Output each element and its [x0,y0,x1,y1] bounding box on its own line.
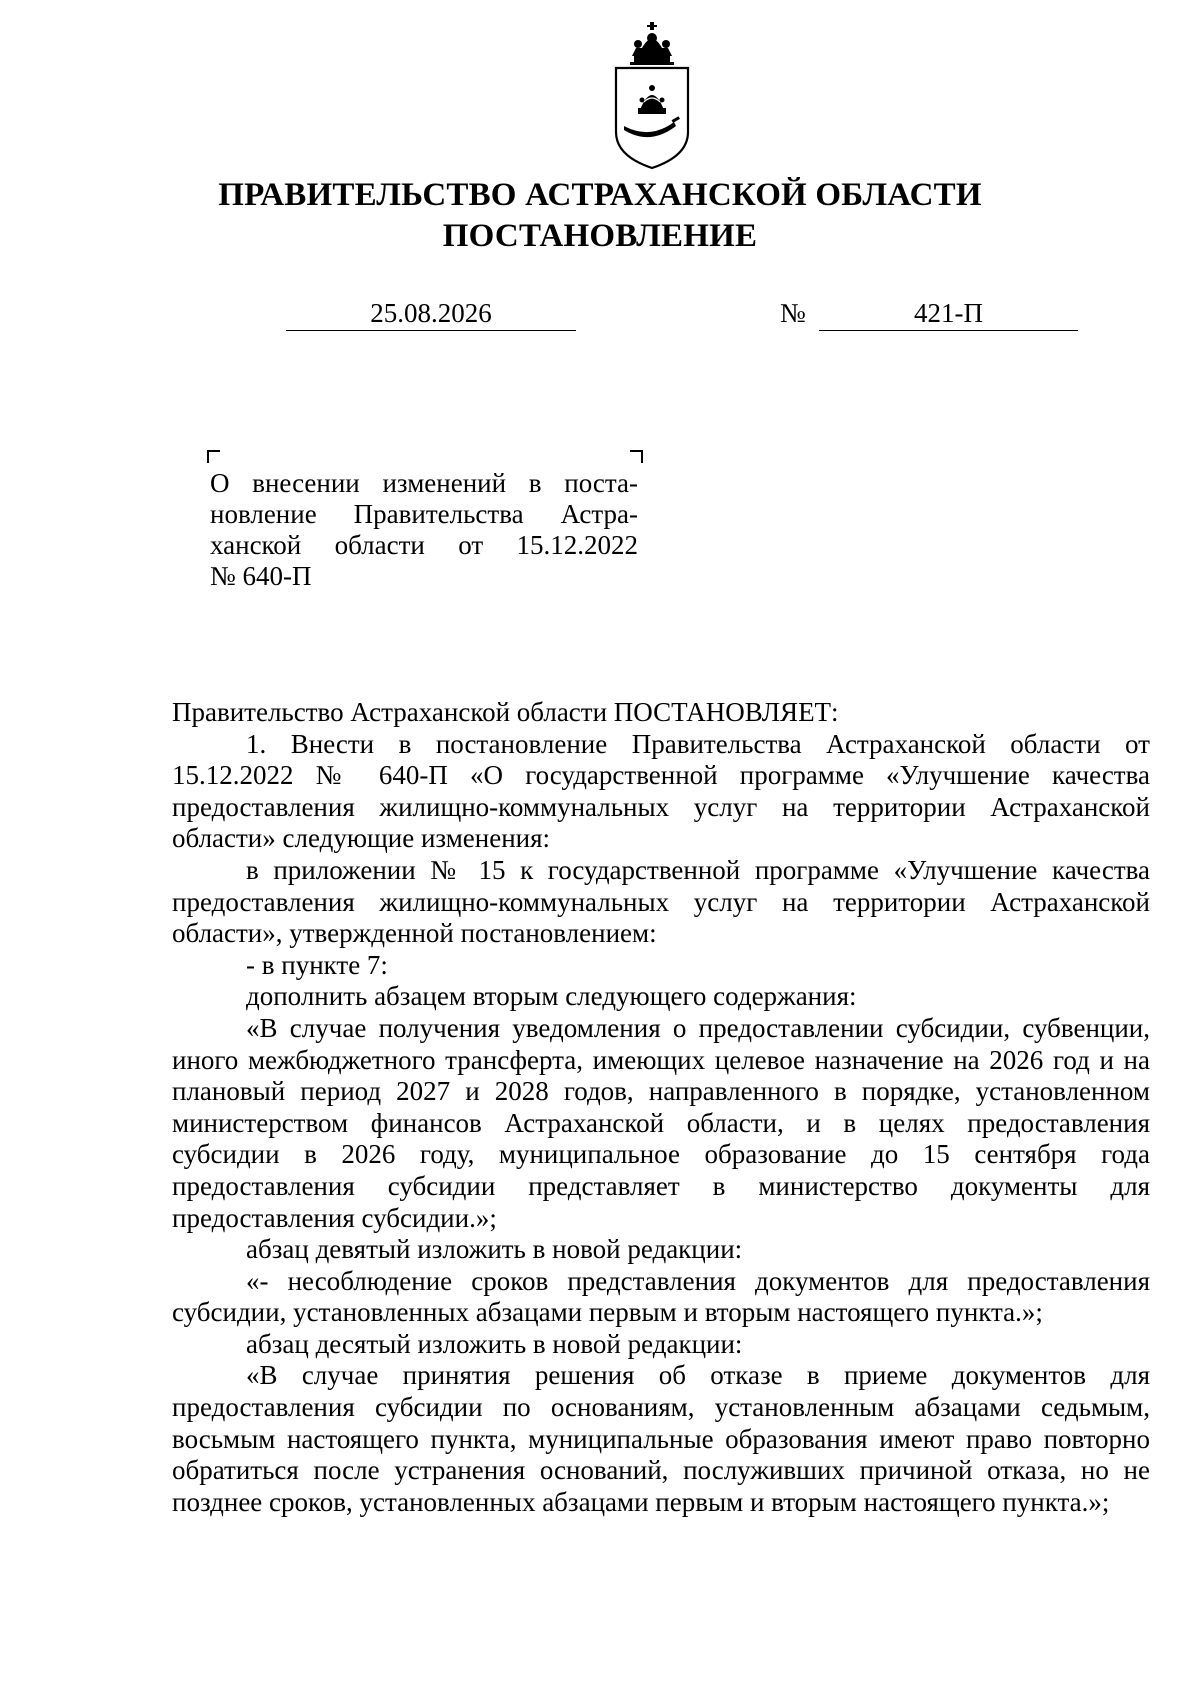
subject-line: новление Правительства Астра- [210,499,638,529]
body-paragraph: «В случае получения уведомления о предоставлении субсидии, субвенции, иного межбюджетного трансферта, имеющих целевое назначение на 2026 год и на плановый период 2027 и 2028 годов, направленного в порядке, установленном министерством финансов Астраханской области, и в целях предоставления субсидии в 2026 году, муниципальное образование до 15 сентября года предоставления субсидии представляет в министерство документы для предоставления субсидии.»; [172,1012,1150,1233]
document-number: 421-П [819,296,1078,331]
body-paragraph: в приложении № 15 к государственной программе «Улучшение качества предоставления жилищно-коммунальных услуг на территории Астраханской области», утвержденной постановлением: [172,854,1150,949]
document-date: 25.08.2026 [286,296,576,331]
document-subject [210,468,638,592]
government-title: ПРАВИТЕЛЬСТВО АСТРАХАНСКОЙ ОБЛАСТИ [218,177,982,213]
body-paragraph: абзац десятый изложить в новой редакции: [246,1328,743,1359]
body-paragraph: «- несоблюдение сроков представления документов для предоставления субсидии, установленных абзацами первым и вторым настоящего пункта.»; [172,1265,1150,1328]
subject-corner-right [630,450,643,463]
subject-corner-left [207,450,220,463]
subject-line: ханской области от 15.12.2022 [210,530,638,560]
body-paragraph: абзац девятый изложить в новой редакции: [246,1234,743,1265]
preamble: Правительство Астраханской области ПОСТАНОВЛЯЕТ: [172,697,839,727]
number-sign: № [780,298,806,328]
body-paragraph: дополнить абзацем вторым следующего содержания: [246,981,857,1012]
subject-line: № 640-П [210,561,312,591]
body-paragraph: «В случае принятия решения об отказе в приеме документов для предоставления субсидии по основаниям, установленным абзацами седьмым, восьмым настоящего пункта, муниципальные образования имеют право повторно обратиться после устранения оснований, послуживших причиной отказа, но не позднее сроков, установленных абзацами первым и вторым настоящего пункта.»; [172,1360,1150,1517]
document-body [172,697,1150,1518]
subject-line: О внесении изменений в поста- [210,468,638,498]
body-paragraph: - в пункте 7: [246,949,388,980]
astrakhan-coat-of-arms-icon [610,22,694,172]
body-paragraph: 1. Внести в постановление Правительства Астраханской области от 15.12.2022 № 640-П «О государственной программе «Улучшение качества предоставления жилищно-коммунальных услуг на территории Астраханской области» следующие изменения: [172,728,1150,854]
document-type-title: ПОСТАНОВЛЕНИЕ [442,218,758,254]
